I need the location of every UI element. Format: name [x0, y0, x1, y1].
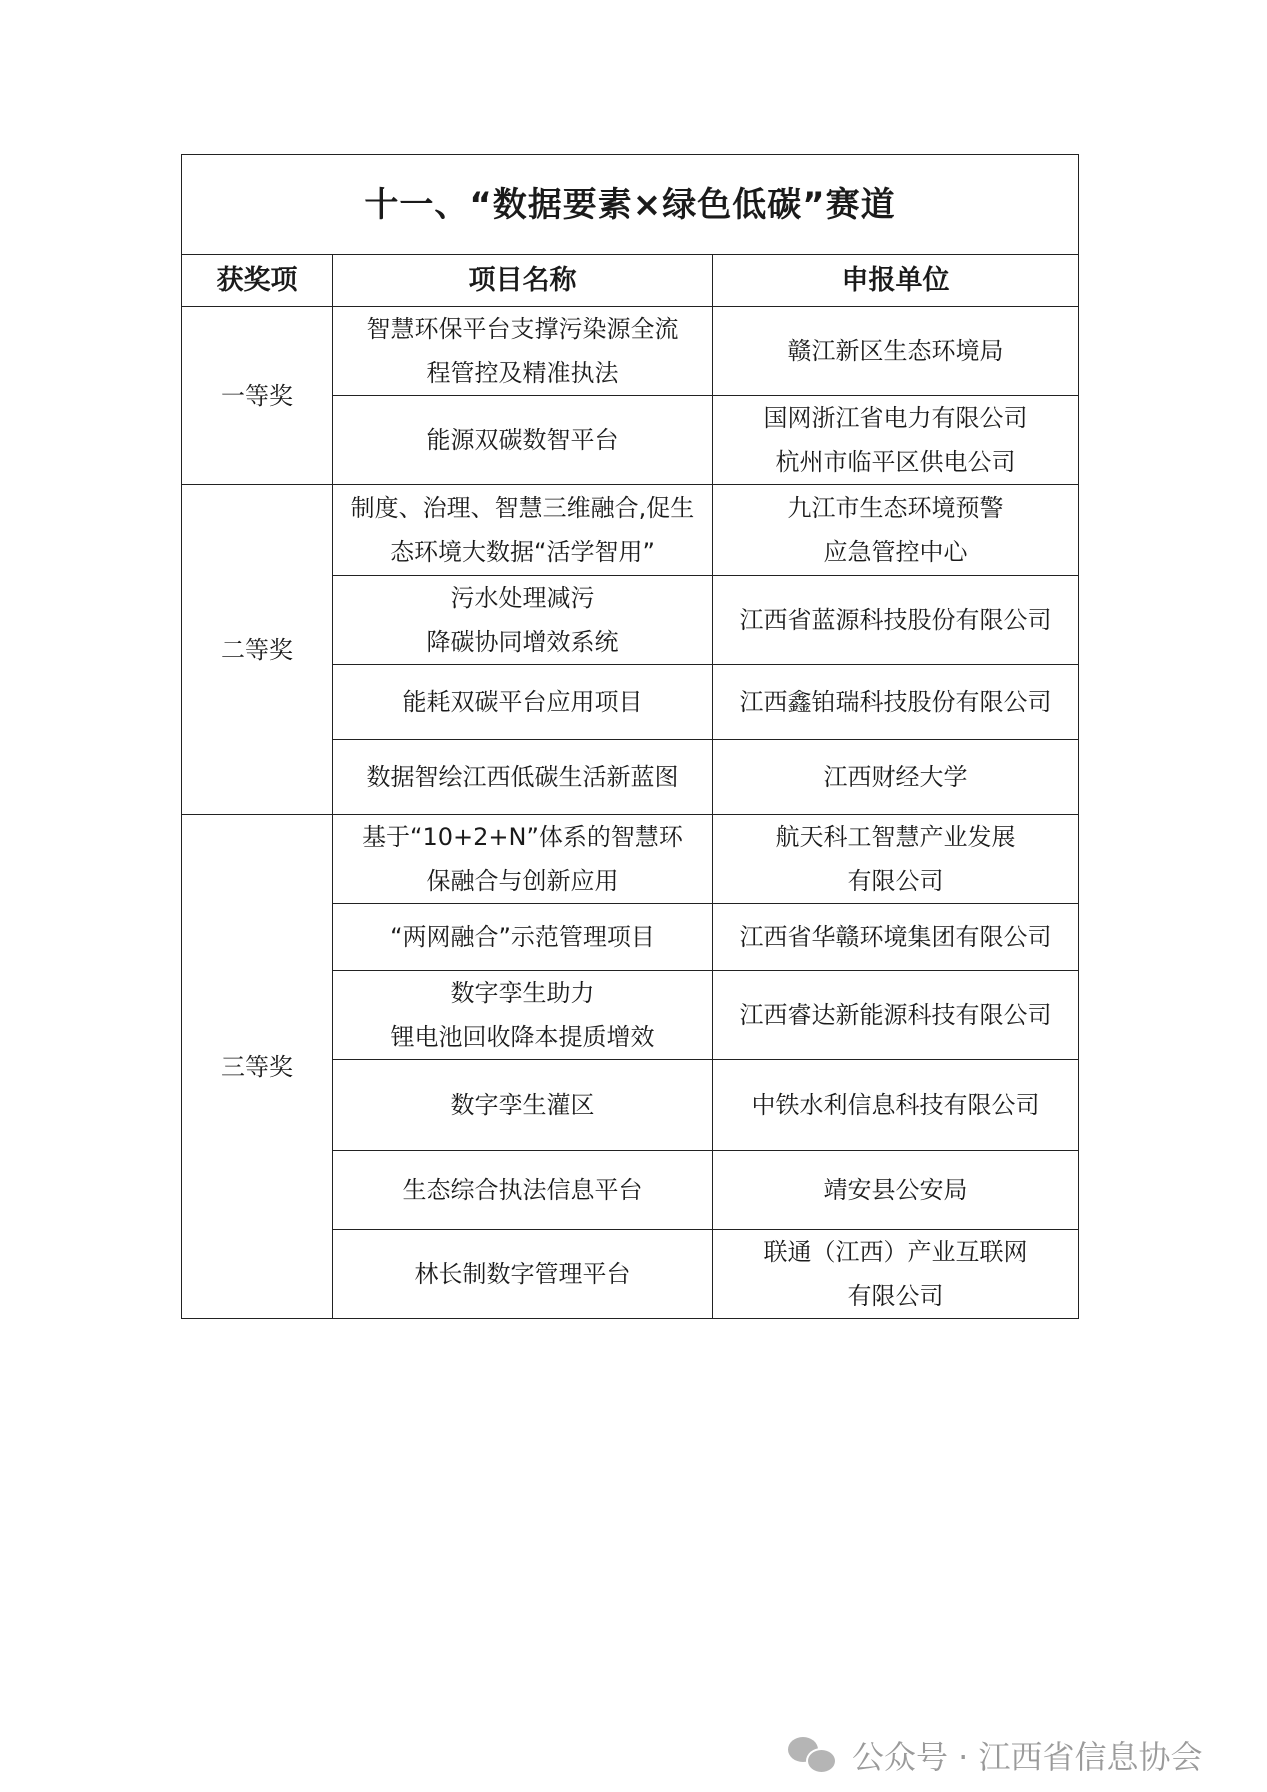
project-cell: [333, 740, 713, 815]
project-line: 保融合与创新应用: [426, 867, 619, 895]
table-row: [182, 815, 1079, 904]
unit-cell: [713, 971, 1079, 1060]
unit-line: 杭州市临平区供电公司: [775, 448, 1016, 476]
project-cell: [333, 576, 713, 665]
project-line: 数据智绘江西低碳生活新蓝图: [366, 763, 679, 791]
project-line: 制度、治理、智慧三维融合,促生: [350, 494, 695, 522]
award-label: 三等奖: [221, 1052, 293, 1081]
unit-cell: [713, 307, 1079, 396]
unit-line: 江西鑫铂瑞科技股份有限公司: [739, 688, 1052, 716]
wechat-icon: [788, 1735, 838, 1775]
table-title: 十一、“数据要素×绿色低碳”赛道: [182, 155, 1079, 255]
unit-line: 九江市生态环境预警: [787, 494, 1004, 522]
project-line: 基于“10+2+N”体系的智慧环: [362, 823, 683, 851]
unit-line: 航天科工智慧产业发展: [775, 823, 1016, 851]
award-cell: [182, 307, 333, 485]
project-line: 数字孪生灌区: [450, 1091, 595, 1119]
project-line: 污水处理减污: [450, 584, 595, 612]
unit-cell: [713, 1060, 1079, 1151]
project-line: 态环境大数据“活学智用”: [390, 538, 655, 566]
unit-cell: [713, 815, 1079, 904]
unit-line: 国网浙江省电力有限公司: [763, 404, 1028, 432]
unit-line: 靖安县公安局: [823, 1176, 968, 1204]
header-unit: 申报单位: [713, 255, 1079, 307]
unit-line: 有限公司: [847, 1282, 944, 1310]
unit-line: 应急管控中心: [823, 538, 968, 566]
unit-line: 中铁水利信息科技有限公司: [751, 1091, 1040, 1119]
table-row: [182, 307, 1079, 396]
project-line: 锂电池回收降本提质增效: [390, 1023, 655, 1051]
header-project: 项目名称: [333, 255, 713, 307]
award-label: 一等奖: [221, 381, 293, 410]
header-award: 获奖项: [182, 255, 333, 307]
project-cell: [333, 396, 713, 485]
project-line: 能源双碳数智平台: [426, 426, 619, 454]
unit-line: 江西省蓝源科技股份有限公司: [739, 606, 1052, 634]
unit-cell: [713, 665, 1079, 740]
project-line: 降碳协同增效系统: [426, 628, 619, 656]
project-cell: [333, 971, 713, 1060]
project-line: 程管控及精准执法: [426, 359, 619, 387]
unit-cell: [713, 576, 1079, 665]
award-label: 二等奖: [221, 635, 293, 664]
unit-cell: [713, 904, 1079, 971]
unit-line: 江西省华赣环境集团有限公司: [739, 923, 1052, 951]
project-cell: [333, 665, 713, 740]
project-line: 数字孪生助力: [450, 979, 595, 1007]
title-row: [182, 155, 1079, 255]
unit-cell: [713, 1151, 1079, 1230]
project-line: “两网融合”示范管理项目: [390, 923, 655, 951]
project-cell: [333, 307, 713, 396]
header-row: [182, 255, 1079, 307]
project-line: 林长制数字管理平台: [414, 1260, 631, 1288]
project-line: 智慧环保平台支撑污染源全流: [366, 315, 679, 343]
project-line: 生态综合执法信息平台: [402, 1176, 643, 1204]
project-cell: [333, 904, 713, 971]
watermark-text: 公众号 · 江西省信息协会: [852, 1738, 1203, 1776]
project-cell: [333, 485, 713, 576]
unit-line: 江西睿达新能源科技有限公司: [739, 1001, 1052, 1029]
project-cell: [333, 1060, 713, 1151]
unit-line: 联通（江西）产业互联网: [763, 1238, 1028, 1266]
unit-cell: [713, 485, 1079, 576]
project-cell: [333, 1230, 713, 1319]
unit-line: 有限公司: [847, 867, 944, 895]
project-cell: [333, 1151, 713, 1230]
watermark: [788, 1733, 1203, 1777]
table-row: [182, 485, 1079, 576]
unit-line: 赣江新区生态环境局: [787, 337, 1004, 365]
unit-cell: [713, 396, 1079, 485]
unit-line: 江西财经大学: [823, 763, 968, 791]
unit-cell: [713, 1230, 1079, 1319]
unit-cell: [713, 740, 1079, 815]
project-cell: [333, 815, 713, 904]
project-line: 能耗双碳平台应用项目: [402, 688, 643, 716]
award-cell: [182, 485, 333, 815]
award-table: [181, 154, 1079, 1319]
award-cell: [182, 815, 333, 1319]
